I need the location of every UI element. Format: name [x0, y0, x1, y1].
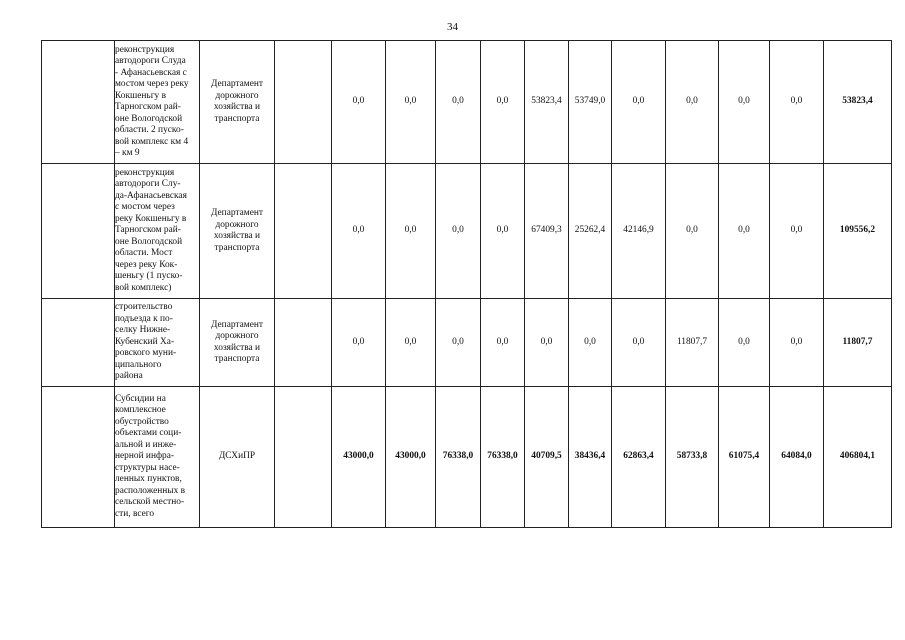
value-cell: 53749,0: [569, 41, 612, 164]
value-cell: 0,0: [386, 164, 436, 299]
value-cell: 0,0: [436, 299, 481, 387]
value-cell: 61075,4: [719, 387, 770, 528]
empty-cell: [275, 41, 332, 164]
value-cell: 38436,4: [569, 387, 612, 528]
value-cell: 0,0: [481, 164, 525, 299]
budget-table: [41, 40, 892, 528]
page-number: 34: [447, 21, 458, 33]
value-cell: 0,0: [332, 41, 386, 164]
empty-cell: [275, 299, 332, 387]
value-cell: 0,0: [719, 41, 770, 164]
value-cell: 0,0: [612, 299, 666, 387]
value-cell: 76338,0: [436, 387, 481, 528]
value-cell: 0,0: [569, 299, 612, 387]
value-cell: 0,0: [436, 41, 481, 164]
value-cell: 53823,4: [525, 41, 569, 164]
empty-cell: [275, 164, 332, 299]
total-cell: 406804,1: [824, 387, 892, 528]
value-cell: 62863,4: [612, 387, 666, 528]
value-cell: 0,0: [719, 299, 770, 387]
description-cell: строительство подъезда к по- селку Нижне- Кубенский Ха- ровского муни- ципального района: [115, 299, 200, 387]
value-cell: 43000,0: [386, 387, 436, 528]
value-cell: 0,0: [386, 41, 436, 164]
value-cell: 64084,0: [770, 387, 824, 528]
value-cell: 25262,4: [569, 164, 612, 299]
value-cell: 0,0: [719, 164, 770, 299]
value-cell: 11807,7: [666, 299, 719, 387]
value-cell: 58733,8: [666, 387, 719, 528]
row-index-cell: [42, 41, 115, 164]
description-cell: реконструкция автодороги Слуда - Афанасьевская с мостом через реку Кокшеньгу в Тарногском рай- оне Вологодской области. 2 пуско- вой комплекс км 4 – км 9: [115, 41, 200, 164]
total-cell: 11807,7: [824, 299, 892, 387]
responsible-cell: Департамент дорожного хозяйства и транспорта: [200, 164, 275, 299]
value-cell: 40709,5: [525, 387, 569, 528]
value-cell: 0,0: [525, 299, 569, 387]
value-cell: 0,0: [770, 41, 824, 164]
value-cell: 0,0: [770, 299, 824, 387]
value-cell: 42146,9: [612, 164, 666, 299]
responsible-cell: ДСХиПР: [200, 387, 275, 528]
description-cell: реконструкция автодороги Слу- да-Афанасьевская с мостом через реку Кокшеньгу в Тарногском рай- оне Вологодской области. Мост через реку Кок- шеньгу (1 пуско- вой комплекс): [115, 164, 200, 299]
value-cell: 0,0: [332, 299, 386, 387]
value-cell: 0,0: [332, 164, 386, 299]
empty-cell: [275, 387, 332, 528]
value-cell: 0,0: [666, 41, 719, 164]
value-cell: 43000,0: [332, 387, 386, 528]
description-cell: Субсидии на комплексное обустройство объектами соци- альной и инже- нерной инфра- структуры насе- ленных пунктов, расположенных в сельской местно- сти, всего: [115, 387, 200, 528]
value-cell: 0,0: [386, 299, 436, 387]
row-index-cell: [42, 299, 115, 387]
table-row: [42, 41, 892, 164]
responsible-cell: Департамент дорожного хозяйства и транспорта: [200, 41, 275, 164]
table-row: [42, 387, 892, 528]
value-cell: 0,0: [666, 164, 719, 299]
responsible-cell: Департамент дорожного хозяйства и транспорта: [200, 299, 275, 387]
total-cell: 53823,4: [824, 41, 892, 164]
table-row: [42, 164, 892, 299]
table-row: [42, 299, 892, 387]
row-index-cell: [42, 164, 115, 299]
total-cell: 109556,2: [824, 164, 892, 299]
value-cell: 0,0: [481, 41, 525, 164]
value-cell: 67409,3: [525, 164, 569, 299]
value-cell: 0,0: [612, 41, 666, 164]
value-cell: 0,0: [481, 299, 525, 387]
value-cell: 0,0: [436, 164, 481, 299]
value-cell: 0,0: [770, 164, 824, 299]
row-index-cell: [42, 387, 115, 528]
value-cell: 76338,0: [481, 387, 525, 528]
